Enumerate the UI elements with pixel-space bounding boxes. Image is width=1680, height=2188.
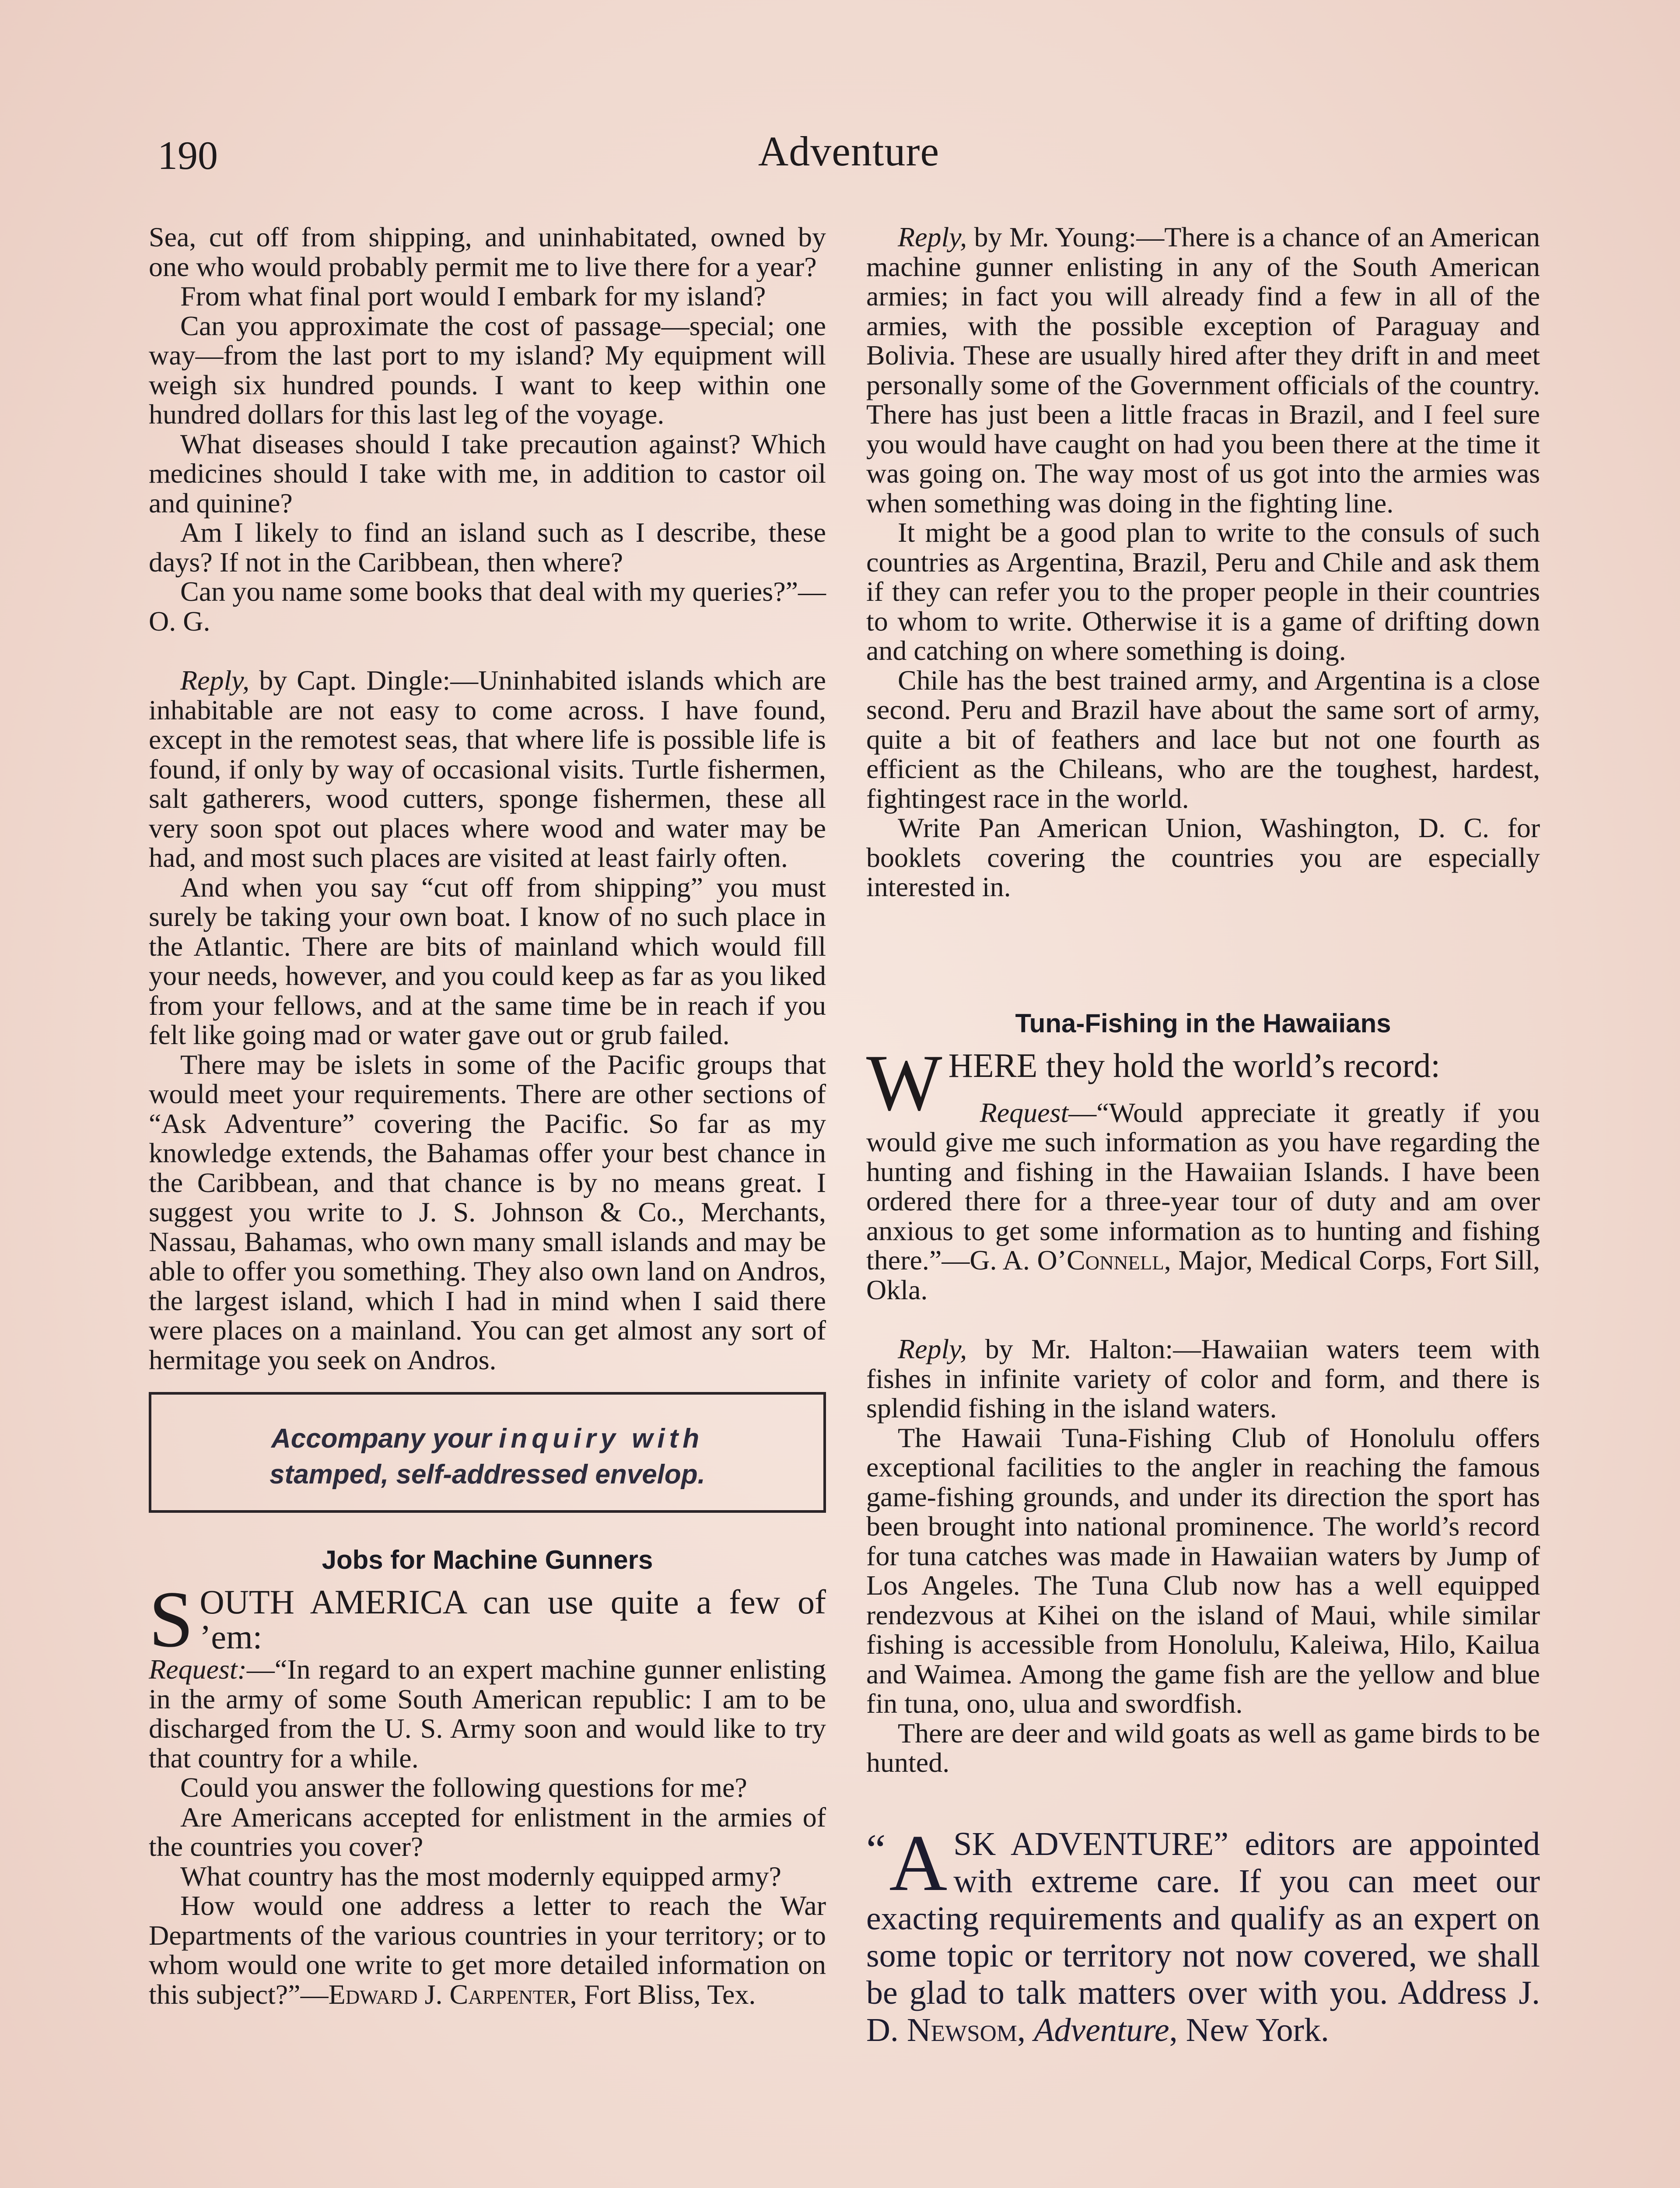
running-title: Adventure	[758, 128, 940, 175]
reply-paragraph	[866, 1334, 1540, 1423]
ask-adventure-notice	[866, 1818, 1540, 2049]
reply-text: by Capt. Dingle:—Uninhabited islands which are inhabitable are not easy to come across. I have found, except in the remotest seas, that where life is possible life is found, if only by way of occasional visits. Turtle fishermen, salt gatherers, wood cutters, sponge fishermen, these all very soon spot out places where wood and water may be had, and most such places are visited at least fairly often.	[149, 665, 826, 873]
drop-cap: S	[149, 1574, 194, 1664]
notice-text: SK ADVENTURE” editors are appointed with extreme care. If you can meet our exacting requirements and qualify as an expert on some topic or territory not now covered, we shall be glad to talk matters over with you. Address J. D.	[866, 1825, 1540, 2048]
letter-paragraph: Can you approximate the cost of passage—special; one way—from the last port to my island? My equipment will weigh six hundred pounds. I want to keep within one hundred dollars for this last leg of the voyage.	[149, 310, 826, 430]
drop-cap: A	[889, 1818, 948, 1907]
reply-text: by Mr. Young:—There is a chance of an American machine gunner enlisting in any of the South American armies; in fact you will already find a few in all of the armies, with the possible exception of Paraguay and Bolivia. These are usually hired after they drift in and meet personally some of the Government officials of the country. There has just been a little fracas in Brazil, and I feel sure you would have caught on had you been there at the time it was going on. The way most of us got into the armies was when something was doing in the fighting line.	[866, 221, 1540, 519]
reply-label: Reply,	[180, 665, 250, 696]
right-column	[866, 222, 1540, 2049]
open-quote: “	[866, 1825, 886, 1874]
request-paragraph	[149, 1655, 826, 1773]
request-paragraph: Could you answer the following questions for me?	[180, 1772, 747, 1803]
request-text: How would one address a letter to reach the War Departments of the various countries in your territory; or to whom would one write to get more detailed information on this subject?”—	[149, 1890, 826, 2010]
request-paragraph: Are Americans accepted for enlistment in the armies of the countries you cover?	[149, 1801, 826, 1862]
lead-text: OUTH AMERICA can use quite a few of ’em:	[200, 1583, 826, 1656]
reply-paragraph: It might be a good plan to write to the consuls of such countries as Argentina, Brazil, Peru and Chile and ask them if they can refer you to the proper people in their countries to whom to write. Otherwise it is a game of drifting down and catching on where something is doing.	[866, 517, 1540, 666]
notice-text-spaced: inquiry with	[499, 1424, 704, 1454]
request-paragraph	[149, 1891, 826, 2009]
notice-line: stamped, self-addressed envelop.	[270, 1459, 705, 1490]
letter-paragraph: From what final port would I embark for my island?	[180, 281, 766, 312]
request-label: Request	[980, 1097, 1069, 1128]
editor-name: Newsom	[906, 2011, 1018, 2048]
request-text: —“In regard to an expert machine gunner enlisting in the army of some South American republic: I am to be discharged from the U. S. Army soon and would like to try that country for a while.	[149, 1654, 826, 1774]
letter-paragraph: What diseases should I take precaution against? Which medicines should I take with me, in addition to castor oil and quinine?	[149, 428, 826, 519]
lead-text: HERE they hold the world’s record:	[948, 1046, 1440, 1084]
letter-paragraph: Am I likely to find an island such as I describe, these days? If not in the Caribbean, then where?	[149, 517, 826, 578]
reply-paragraph: There may be islets in some of the Pacific groups that would meet your requirements. There are other sections of “Ask Adventure” covering the Pacific. So far as my knowledge extends, the Bahamas offer your best chance in the Caribbean, and that chance is by no means great. I suggest you write to J. S. Johnson & Co., Merchants, Nassau, Bahamas, who own many small islands and may be able to offer you something. They also own land on Andros, the largest island, which I had in mind when I said there were places on a mainland. You can get almost any sort of hermitage you seek on Andros.	[149, 1048, 826, 1375]
reply-text: by Mr. Halton:—Hawaiian waters teem with fishes in infinite variety of color and form, and there is splendid fishing in the island waters.	[866, 1333, 1540, 1424]
magazine-name: Adventure	[1034, 2011, 1169, 2048]
reply-paragraph: There are deer and wild goats as well as game birds to be hunted.	[866, 1717, 1540, 1778]
separator: ,	[1017, 2011, 1034, 2048]
request-signature: O’Connell	[1037, 1245, 1164, 1276]
section-heading: Tuna-Fishing in the Hawaiians	[1015, 1008, 1391, 1038]
letter-paragraph: Can you name some books that deal with my queries?”—O. G.	[149, 576, 826, 637]
reply-paragraph: Write Pan American Union, Washington, D. C. for booklets covering the countries you are especially interested in.	[866, 812, 1540, 902]
reply-paragraph: And when you say “cut off from shipping” you must surely be taking your own boat. I know of no such place in the Atlantic. There are bits of mainland which would fill your needs, however, and you could keep as far as you liked from your fellows, and at the same time be in reach if you felt like going mad or water gave out or grub failed.	[149, 871, 826, 1050]
section-heading: Jobs for Machine Gunners	[322, 1545, 653, 1574]
notice-text-end: , New York.	[1169, 2011, 1329, 2048]
reply-paragraph	[866, 222, 1540, 518]
request-location: , Fort Bliss, Tex.	[570, 1978, 756, 2010]
reply-label: Reply,	[898, 1333, 967, 1364]
left-column	[149, 222, 826, 2009]
reply-paragraph: Chile has the best trained army, and Argentina is a close second. Peru and Brazil have about the same sort of army, quite a bit of feathers and lace but not one fourth as efficient as the Chileans, who are the toughest, hardest, fightingest race in the world.	[866, 664, 1540, 814]
inquiry-notice-box	[149, 1392, 826, 1513]
reply-paragraph: The Hawaii Tuna-Fishing Club of Honolulu offers exceptional facilities to the angler in reaching the famous game-fishing grounds, and under its direction the sport has been brought into national prominence. The world’s record for tuna catches was made in Hawaiian waters by Jump of Los Angeles. The Tuna Club now has a well equipped rendezvous at Kihei on the island of Maui, while similar fishing is accessible from Honolulu, Kaleiwa, Hilo, Kailua and Waimea. Among the game fish are the yellow and blue fin tuna, ono, ulua and swordfish.	[866, 1422, 1540, 1719]
notice-line	[178, 1421, 797, 1457]
request-location: , Major, Medical Corps, Fort Sill, Okla.	[866, 1245, 1540, 1305]
drop-cap: W	[866, 1038, 942, 1127]
request-signature: Edward J. Carpenter	[328, 1978, 570, 2010]
section-lead	[149, 1574, 826, 1664]
request-label: Request:	[149, 1654, 247, 1685]
reply-label: Reply,	[898, 221, 967, 252]
request-paragraph: What country has the most modernly equipped army?	[180, 1860, 781, 1892]
page-header	[149, 127, 1549, 188]
request-paragraph	[866, 1098, 1540, 1305]
request-text: —“Would appreciate it greatly if you would give me such information as you have regarding the hunting and fishing in the Hawaiian Islands. I have been ordered there for a three-year tour of duty and am over anxious to get some information as to hunting and fishing there.”—G. A.	[866, 1097, 1540, 1276]
page-number: 190	[158, 133, 218, 178]
notice-text: Accompany your	[271, 1424, 499, 1454]
letter-paragraph: Sea, cut off from shipping, and uninhabitated, owned by one who would probably permit me to live there for a year?	[149, 221, 826, 282]
reply-paragraph	[149, 666, 826, 873]
